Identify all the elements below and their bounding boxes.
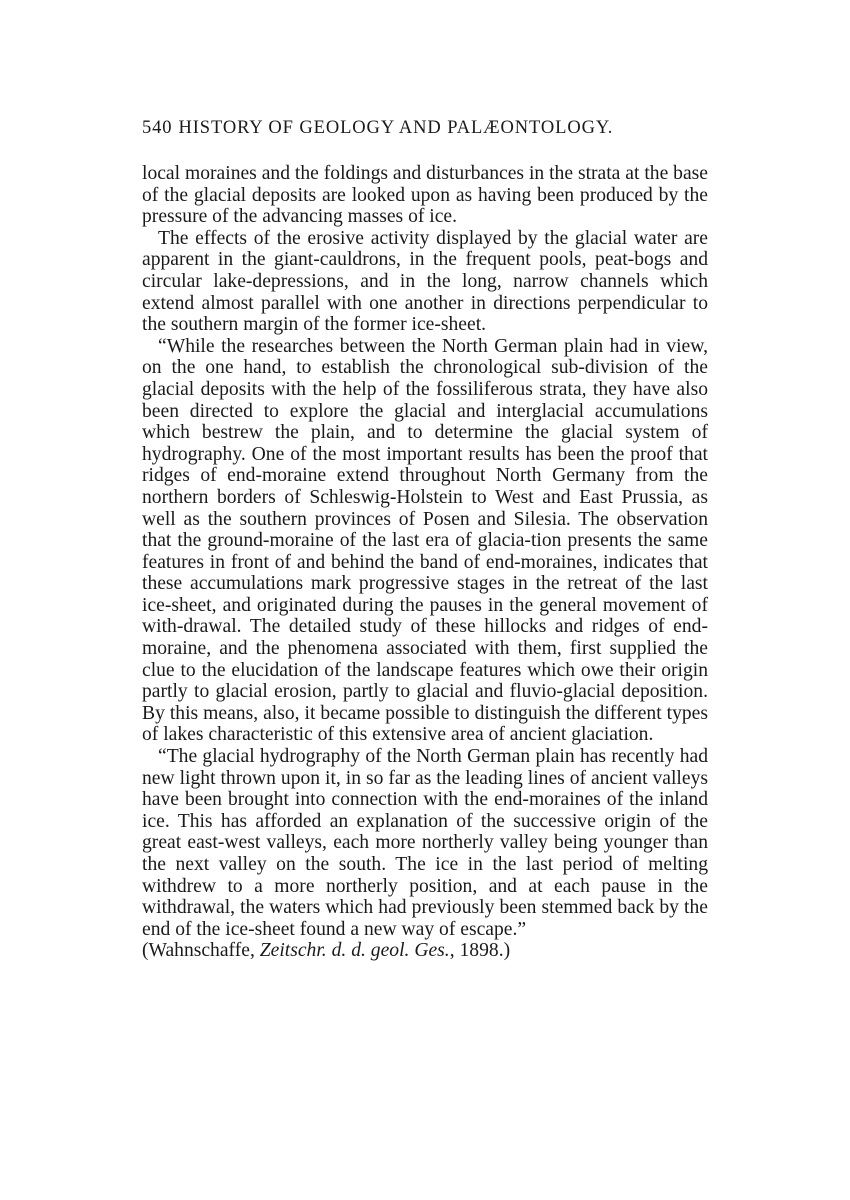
citation-year: , 1898.) xyxy=(449,940,511,962)
paragraph-erosive-activity: The effects of the erosive activity displayed by the glacial water are apparent in the giant-cauldrons, in the frequent pools, peat-bogs and circular lake-depressions, and in the long, narrow channels which extend almost parallel with one another in directions perpendicular to the southern margin of the former ice-sheet. xyxy=(142,227,708,336)
citation xyxy=(142,940,708,962)
paragraph-continued: local moraines and the foldings and disturbances in the strata at the base of the glacial deposits are looked upon as having been produced by the pressure of the advancing masses of ice. xyxy=(142,163,708,228)
page-number: 540 xyxy=(142,118,173,138)
book-page xyxy=(142,116,708,962)
citation-author: (Wahnschaffe, xyxy=(142,940,260,962)
citation-journal: Zeitschr. d. d. geol. Ges. xyxy=(259,940,450,962)
body-text xyxy=(142,163,708,962)
running-head xyxy=(142,116,708,140)
paragraph-quote-hydrography: “The glacial hydrography of the North German plain has recently had new light thrown upon it, in so far as the leading lines of ancient valleys have been brought into connection with the end-moraines of the inland ice. This has afforded an explanation of the successive origin of the great east-west valleys, each more northerly valley being younger than the next valley on the south. The ice in the last period of melting withdrew to a more northerly position, and at each pause in the withdrawal, the waters which had previously been stemmed back by the end of the ice-sheet found a new way of escape.” xyxy=(142,746,708,940)
paragraph-quote-researches: “While the researches between the North German plain had in view, on the one hand, to establish the chronological sub-division of the glacial deposits with the help of the fossiliferous strata, they have also been directed to explore the glacial and interglacial accumulations which bestrew the plain, and to determine the glacial system of hydrography. One of the most important results has been the proof that ridges of end-moraine extend throughout North Germany from the northern borders of Schleswig-Holstein to West and East Prussia, as well as the southern provinces of Posen and Silesia. The observation that the ground-moraine of the last era of glacia-tion presents the same features in front of and behind the band of end-moraines, indicates that these accumulations mark progressive stages in the retreat of the last ice-sheet, and originated during the pauses in the general movement of with-drawal. The detailed study of these hillocks and ridges of end-moraine, and the phenomena associated with them, first supplied the clue to the elucidation of the landscape features which owe their origin partly to glacial erosion, partly to glacial and fluvio-glacial deposition. By this means, also, it became possible to distinguish the different types of lakes characteristic of this extensive area of ancient glaciation. xyxy=(142,335,708,746)
running-title: HISTORY OF GEOLOGY AND PALÆONTOLOGY. xyxy=(178,118,614,138)
